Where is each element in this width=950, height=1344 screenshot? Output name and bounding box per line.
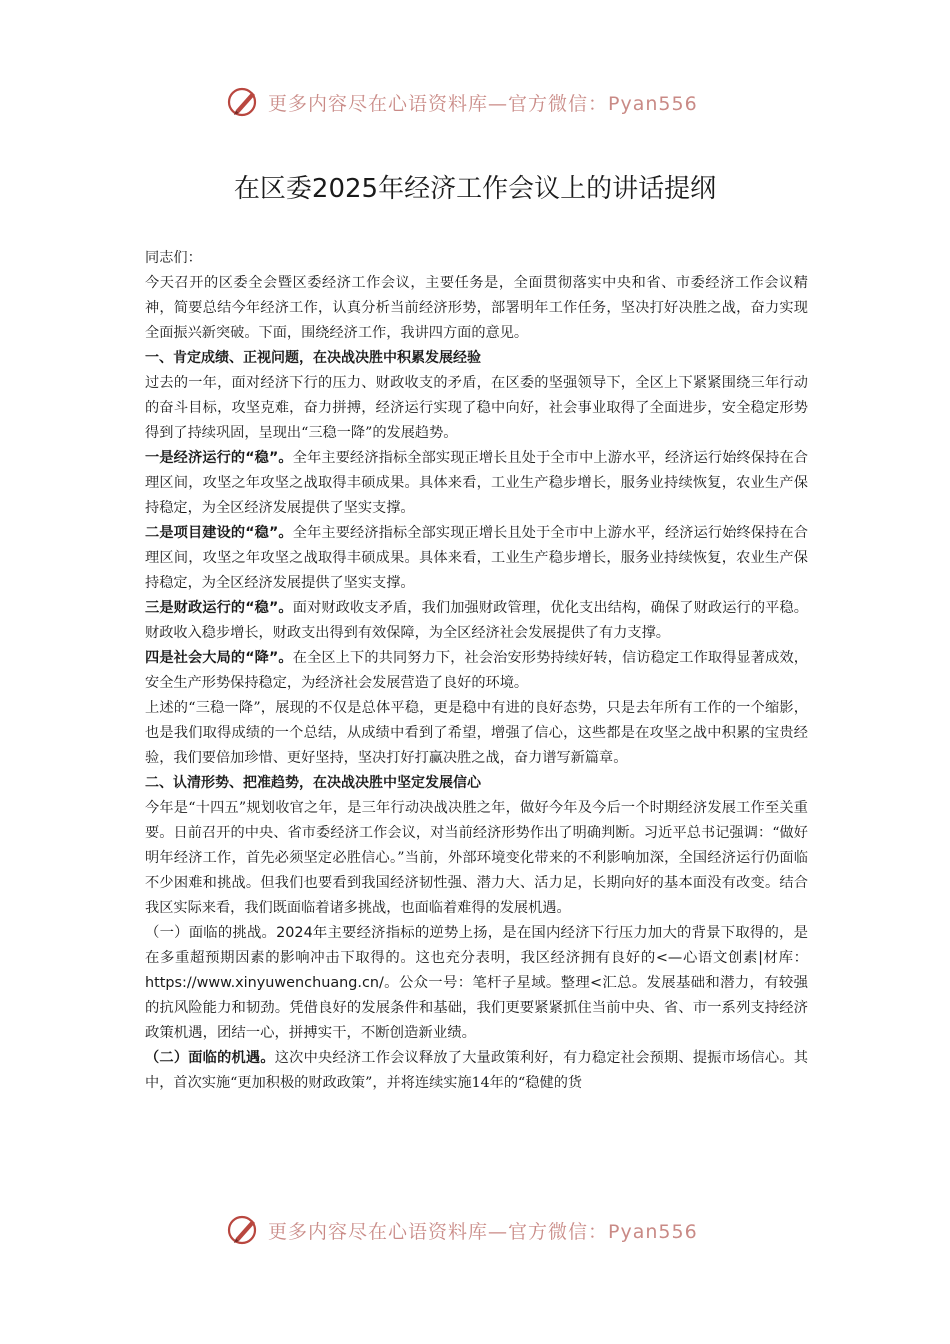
- banner-label: 更多内容尽在心语资料库—官方微信：: [268, 1220, 609, 1243]
- pen-logo-icon: [226, 84, 262, 120]
- banner-text: [268, 89, 698, 116]
- document-body: [145, 246, 808, 1096]
- paragraph: （一）面临的挑战。2024年主要经济指标的逆势上扬，是在国内经济下行压力加大的背景下取得的，是在多重超预期因素的影响冲击下取得的。这也充分表明，我区经济拥有良好的<—心语文创素|材库：https://www.xinyuwenchuang.cn/。公众一号：笔杆子星域。整理<汇总。发展基础和潜力，有较强的抗风险能力和韧劲。凭借良好的发展条件和基础，我们更要紧紧抓住当前中央、省、市一系列支持经济政策机遇，团结一心，拼搏实干，不断创造新业绩。: [145, 925, 808, 1041]
- paragraph-lead: （二）面临的机遇。: [145, 1050, 275, 1066]
- paragraph: [145, 446, 808, 521]
- paragraph-text: 全年主要经济指标全部实现正增长且处于全市中上游水平，经济运行始终保持在合理区间，攻坚之年攻坚之战取得丰硕成果。具体来看，工业生产稳步增长，服务业持续恢复，农业生产保持稳定，为全区经济发展提供了坚实支撑。: [145, 525, 808, 591]
- footer-banner: [226, 1212, 698, 1248]
- wechat-id: Pyan556: [608, 92, 698, 115]
- paragraph-lead: 四是社会大局的“降”。: [145, 650, 293, 666]
- paragraph-lead: 三是财政运行的“稳”。: [145, 600, 293, 616]
- paragraph-lead: 一是经济运行的“稳”。: [145, 450, 293, 466]
- paragraph-text: 全年主要经济指标全部实现正增长且处于全市中上游水平，经济运行始终保持在合理区间，攻坚之年攻坚之战取得丰硕成果。具体来看，工业生产稳步增长，服务业持续恢复，农业生产保持稳定，为全区经济发展提供了坚实支撑。: [145, 450, 808, 516]
- paragraph: 上述的“三稳一降”，展现的不仅是总体平稳，更是稳中有进的良好态势，只是去年所有工作的一个缩影，也是我们取得成绩的一个总结，从成绩中看到了希望，增强了信心，这些都是在攻坚之战中积累的宝贵经验，我们要倍加珍惜、更好坚持，坚决打好打赢决胜之战，奋力谱写新篇章。: [145, 700, 808, 766]
- paragraph: 今年是“十四五”规划收官之年，是三年行动决战决胜之年，做好今年及今后一个时期经济发展工作至关重要。日前召开的中央、省市委经济工作会议，对当前经济形势作出了明确判断。习近平总书记强调：“做好明年经济工作，首先必须坚定必胜信心。”当前，外部环境变化带来的不利影响加深，全国经济运行仍面临不少困难和挑战。但我们也要看到我国经济韧性强、潜力大、活力足，长期向好的基本面没有改变。结合我区实际来看，我们既面临着诸多挑战，也面临着难得的发展机遇。: [145, 800, 808, 916]
- paragraph: [145, 646, 808, 696]
- intro-paragraph: 今天召开的区委全会暨区委经济工作会议，主要任务是，全面贯彻落实中央和省、市委经济工作会议精神，简要总结今年经济工作，认真分析当前经济形势，部署明年工作任务，坚决打好决胜之战，奋力实现全面振兴新突破。下面，围绕经济工作，我讲四方面的意见。: [145, 275, 808, 341]
- paragraph-text: 面对财政收支矛盾，我们加强财政管理，优化支出结构，确保了财政运行的平稳。财政收入稳步增长，财政支出得到有效保障，为全区经济社会发展提供了有力支撑。: [145, 600, 808, 641]
- pen-logo-icon: [226, 1212, 262, 1248]
- wechat-id: Pyan556: [608, 1220, 698, 1243]
- header-banner: [226, 84, 698, 120]
- paragraph: [145, 1046, 808, 1096]
- salutation: 同志们：: [145, 250, 202, 266]
- paragraph: [145, 596, 808, 646]
- banner-text: [268, 1217, 698, 1244]
- paragraph: [145, 521, 808, 596]
- paragraph-text: 在全区上下的共同努力下，社会治安形势持续好转，信访稳定工作取得显著成效，安全生产形势保持稳定，为经济社会发展营造了良好的环境。: [145, 650, 808, 691]
- paragraph-text: 这次中央经济工作会议释放了大量政策利好，有力稳定社会预期、提振市场信心。其中，首次实施“更加积极的财政政策”，并将连续实施14年的“稳健的货: [145, 1050, 808, 1091]
- paragraph: 过去的一年，面对经济下行的压力、财政收支的矛盾，在区委的坚强领导下，全区上下紧紧围绕三年行动的奋斗目标，攻坚克难，奋力拼搏，经济运行实现了稳中向好，社会事业取得了全面进步，安全稳定形势得到了持续巩固，呈现出“三稳一降”的发展趋势。: [145, 375, 808, 441]
- banner-label: 更多内容尽在心语资料库—官方微信：: [268, 92, 609, 115]
- section-heading-1: 一、肯定成绩、正视问题，在决战决胜中积累发展经验: [145, 350, 481, 366]
- section-heading-2: 二、认清形势、把准趋势，在决战决胜中坚定发展信心: [145, 775, 481, 791]
- paragraph-lead: 二是项目建设的“稳”。: [145, 525, 293, 541]
- document-title: 在区委2025年经济工作会议上的讲话提纲: [233, 174, 717, 205]
